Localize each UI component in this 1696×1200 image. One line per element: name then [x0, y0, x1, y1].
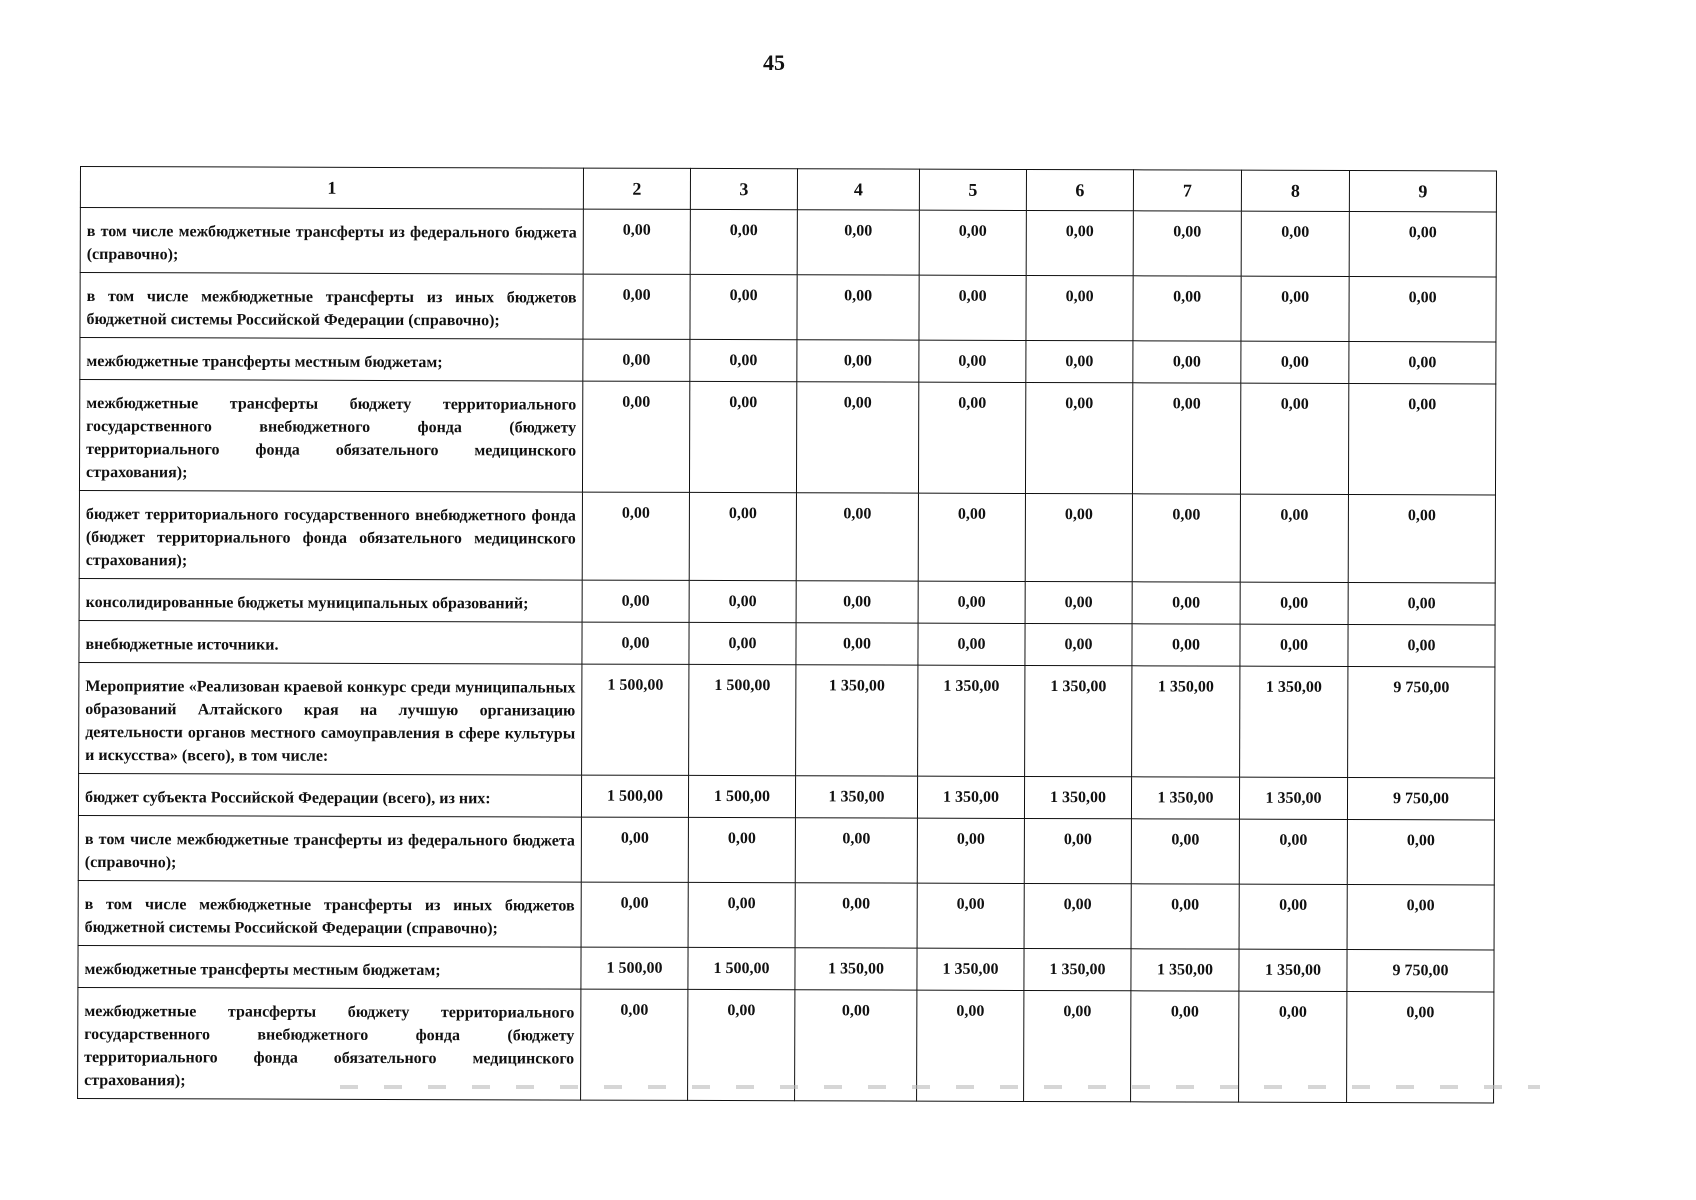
value-cell: 1 350,00 — [1239, 949, 1347, 991]
value-cell: 0,00 — [918, 493, 1025, 581]
value-cell: 1 500,00 — [581, 947, 688, 989]
value-cell: 0,00 — [1349, 341, 1496, 383]
value-cell: 0,00 — [688, 882, 795, 947]
value-cell: 0,00 — [1348, 383, 1495, 494]
row-label: межбюджетные трансферты местным бюджетам; — [80, 338, 583, 382]
value-cell: 0,00 — [1131, 819, 1239, 884]
value-cell: 0,00 — [797, 275, 919, 340]
table-row — [78, 945, 1494, 991]
value-cell: 0,00 — [1241, 276, 1349, 341]
value-cell: 1 500,00 — [581, 775, 688, 817]
header-cell: 4 — [797, 169, 919, 210]
table-row — [79, 578, 1495, 624]
value-cell: 0,00 — [1026, 275, 1133, 340]
value-cell: 1 350,00 — [1239, 777, 1347, 819]
value-cell: 0,00 — [918, 382, 1025, 493]
value-cell: 0,00 — [1240, 624, 1348, 666]
value-cell: 1 350,00 — [795, 948, 917, 990]
value-cell: 0,00 — [1026, 340, 1133, 382]
value-cell: 1 500,00 — [582, 664, 689, 775]
value-cell: 0,00 — [688, 817, 795, 882]
value-cell: 0,00 — [919, 275, 1026, 340]
row-label: внебюджетные источники. — [79, 620, 582, 664]
value-cell: 0,00 — [795, 818, 917, 883]
value-cell: 0,00 — [1239, 819, 1347, 884]
value-cell: 1 500,00 — [688, 947, 795, 989]
value-cell: 1 350,00 — [1025, 665, 1132, 776]
value-cell: 0,00 — [1239, 991, 1347, 1102]
value-cell: 0,00 — [796, 623, 918, 665]
value-cell: 0,00 — [1024, 883, 1131, 948]
value-cell: 1 350,00 — [795, 776, 917, 818]
value-cell: 0,00 — [1133, 276, 1241, 341]
value-cell: 0,00 — [919, 210, 1026, 275]
value-cell: 0,00 — [918, 581, 1025, 623]
value-cell: 0,00 — [581, 817, 688, 882]
value-cell: 0,00 — [690, 209, 797, 274]
value-cell: 0,00 — [1026, 210, 1133, 275]
value-cell: 0,00 — [582, 580, 689, 622]
value-cell: 0,00 — [795, 883, 917, 948]
value-cell: 0,00 — [1025, 623, 1132, 665]
value-cell: 0,00 — [581, 989, 688, 1100]
value-cell: 0,00 — [689, 622, 796, 664]
scan-artifact — [340, 1085, 1540, 1089]
value-cell: 0,00 — [581, 882, 688, 947]
row-label: в том числе межбюджетные трансферты из федерального бюджета (справочно); — [80, 208, 583, 275]
row-label: в том числе межбюджетные трансферты из иных бюджетов бюджетной системы Российской Федерации (справочно); — [80, 273, 583, 340]
header-cell: 5 — [919, 169, 1026, 210]
value-cell: 0,00 — [1347, 819, 1494, 884]
value-cell: 0,00 — [1025, 382, 1132, 493]
table-row — [79, 380, 1495, 495]
value-cell: 0,00 — [690, 274, 797, 339]
value-cell: 0,00 — [583, 274, 690, 339]
budget-table — [77, 166, 1497, 1103]
value-cell: 0,00 — [582, 492, 689, 580]
value-cell: 9 750,00 — [1347, 777, 1494, 819]
value-cell: 0,00 — [918, 623, 1025, 665]
value-cell: 0,00 — [1239, 884, 1347, 949]
value-cell: 0,00 — [689, 381, 796, 492]
value-cell: 0,00 — [1349, 211, 1496, 276]
row-label: бюджет территориального государственного внебюджетного фонда (бюджет территориального фонда обязательного медицинского страхования); — [79, 490, 582, 580]
value-cell: 0,00 — [1025, 493, 1132, 581]
value-cell: 0,00 — [919, 340, 1026, 382]
page-number: 45 — [763, 50, 785, 75]
header-row — [80, 167, 1496, 212]
header-cell: 3 — [690, 168, 797, 209]
value-cell: 0,00 — [796, 493, 918, 581]
value-cell: 0,00 — [1132, 582, 1240, 624]
table-row — [78, 880, 1494, 949]
row-label: межбюджетные трансферты бюджету территориального государственного внебюджетного фонда (бюджету территориального фонда обязательного медицинского страхования); — [79, 380, 582, 493]
table-row — [78, 815, 1494, 884]
value-cell: 0,00 — [797, 210, 919, 275]
value-cell: 0,00 — [796, 382, 918, 493]
value-cell: 0,00 — [1240, 582, 1348, 624]
header-cell: 2 — [583, 168, 690, 209]
header-cell: 7 — [1133, 170, 1241, 211]
table-row — [80, 338, 1496, 384]
value-cell: 9 750,00 — [1347, 949, 1494, 991]
value-cell: 0,00 — [1240, 383, 1348, 494]
row-label: бюджет субъекта Российской Федерации (всего), из них: — [78, 773, 581, 817]
table-row — [79, 620, 1495, 666]
value-cell: 0,00 — [1347, 884, 1494, 949]
value-cell: 0,00 — [917, 818, 1024, 883]
table-row — [78, 773, 1494, 819]
value-cell: 0,00 — [1349, 276, 1496, 341]
value-cell: 0,00 — [1347, 991, 1494, 1102]
value-cell: 0,00 — [797, 340, 919, 382]
value-cell: 0,00 — [1132, 624, 1240, 666]
value-cell: 1 350,00 — [796, 665, 918, 776]
table-row — [80, 273, 1496, 342]
value-cell: 0,00 — [1024, 990, 1131, 1101]
value-cell: 1 350,00 — [1131, 949, 1239, 991]
value-cell: 1 350,00 — [1131, 777, 1239, 819]
header-cell: 9 — [1349, 170, 1496, 211]
value-cell: 0,00 — [1241, 341, 1349, 383]
table-row — [79, 662, 1495, 777]
row-label: в том числе межбюджетные трансферты из иных бюджетов бюджетной системы Российской Федерации (справочно); — [78, 880, 581, 947]
value-cell: 9 750,00 — [1348, 666, 1495, 777]
value-cell: 0,00 — [796, 581, 918, 623]
value-cell: 1 350,00 — [1240, 666, 1348, 777]
value-cell: 0,00 — [688, 989, 795, 1100]
table-row — [79, 490, 1495, 582]
value-cell: 0,00 — [1132, 383, 1240, 494]
row-label: Мероприятие «Реализован краевой конкурс среди муниципальных образований Алтайского края на лучшую организацию деятельности органов местного самоуправления в сфере культуры и искусства» (всего), в том числе: — [79, 662, 582, 775]
value-cell: 0,00 — [1132, 494, 1240, 582]
table-row — [80, 208, 1496, 277]
row-label: в том числе межбюджетные трансферты из федерального бюджета (справочно); — [78, 815, 581, 882]
value-cell: 0,00 — [582, 622, 689, 664]
value-cell: 0,00 — [1348, 582, 1495, 624]
value-cell: 0,00 — [583, 209, 690, 274]
row-label: межбюджетные трансферты местным бюджетам; — [78, 945, 581, 989]
value-cell: 0,00 — [1131, 991, 1239, 1102]
value-cell: 0,00 — [583, 339, 690, 381]
value-cell: 0,00 — [1240, 494, 1348, 582]
value-cell: 0,00 — [1024, 818, 1131, 883]
value-cell: 0,00 — [1241, 211, 1349, 276]
value-cell: 0,00 — [1133, 211, 1241, 276]
value-cell: 1 350,00 — [917, 776, 1024, 818]
value-cell: 1 350,00 — [917, 948, 1024, 990]
value-cell: 0,00 — [1348, 624, 1495, 666]
value-cell: 0,00 — [917, 883, 1024, 948]
value-cell: 1 350,00 — [1132, 666, 1240, 777]
value-cell: 0,00 — [1131, 884, 1239, 949]
value-cell: 0,00 — [1348, 494, 1495, 582]
value-cell: 1 500,00 — [689, 664, 796, 775]
value-cell: 1 350,00 — [1024, 948, 1131, 990]
value-cell: 1 500,00 — [688, 775, 795, 817]
value-cell: 0,00 — [689, 580, 796, 622]
value-cell: 0,00 — [1133, 341, 1241, 383]
header-cell: 6 — [1026, 169, 1133, 210]
header-cell: 8 — [1241, 170, 1349, 211]
header-cell: 1 — [80, 167, 583, 210]
row-label: межбюджетные трансферты бюджету территориального государственного внебюджетного фонда (бюджету территориального фонда обязательного медицинского страхования); — [78, 987, 581, 1100]
value-cell: 0,00 — [917, 990, 1024, 1101]
value-cell: 0,00 — [582, 381, 689, 492]
value-cell: 1 350,00 — [918, 665, 1025, 776]
value-cell: 0,00 — [1025, 581, 1132, 623]
table-body — [78, 208, 1497, 1103]
value-cell: 0,00 — [795, 990, 917, 1101]
value-cell: 0,00 — [689, 492, 796, 580]
row-label: консолидированные бюджеты муниципальных образований; — [79, 578, 582, 622]
value-cell: 0,00 — [690, 339, 797, 381]
value-cell: 1 350,00 — [1024, 776, 1131, 818]
